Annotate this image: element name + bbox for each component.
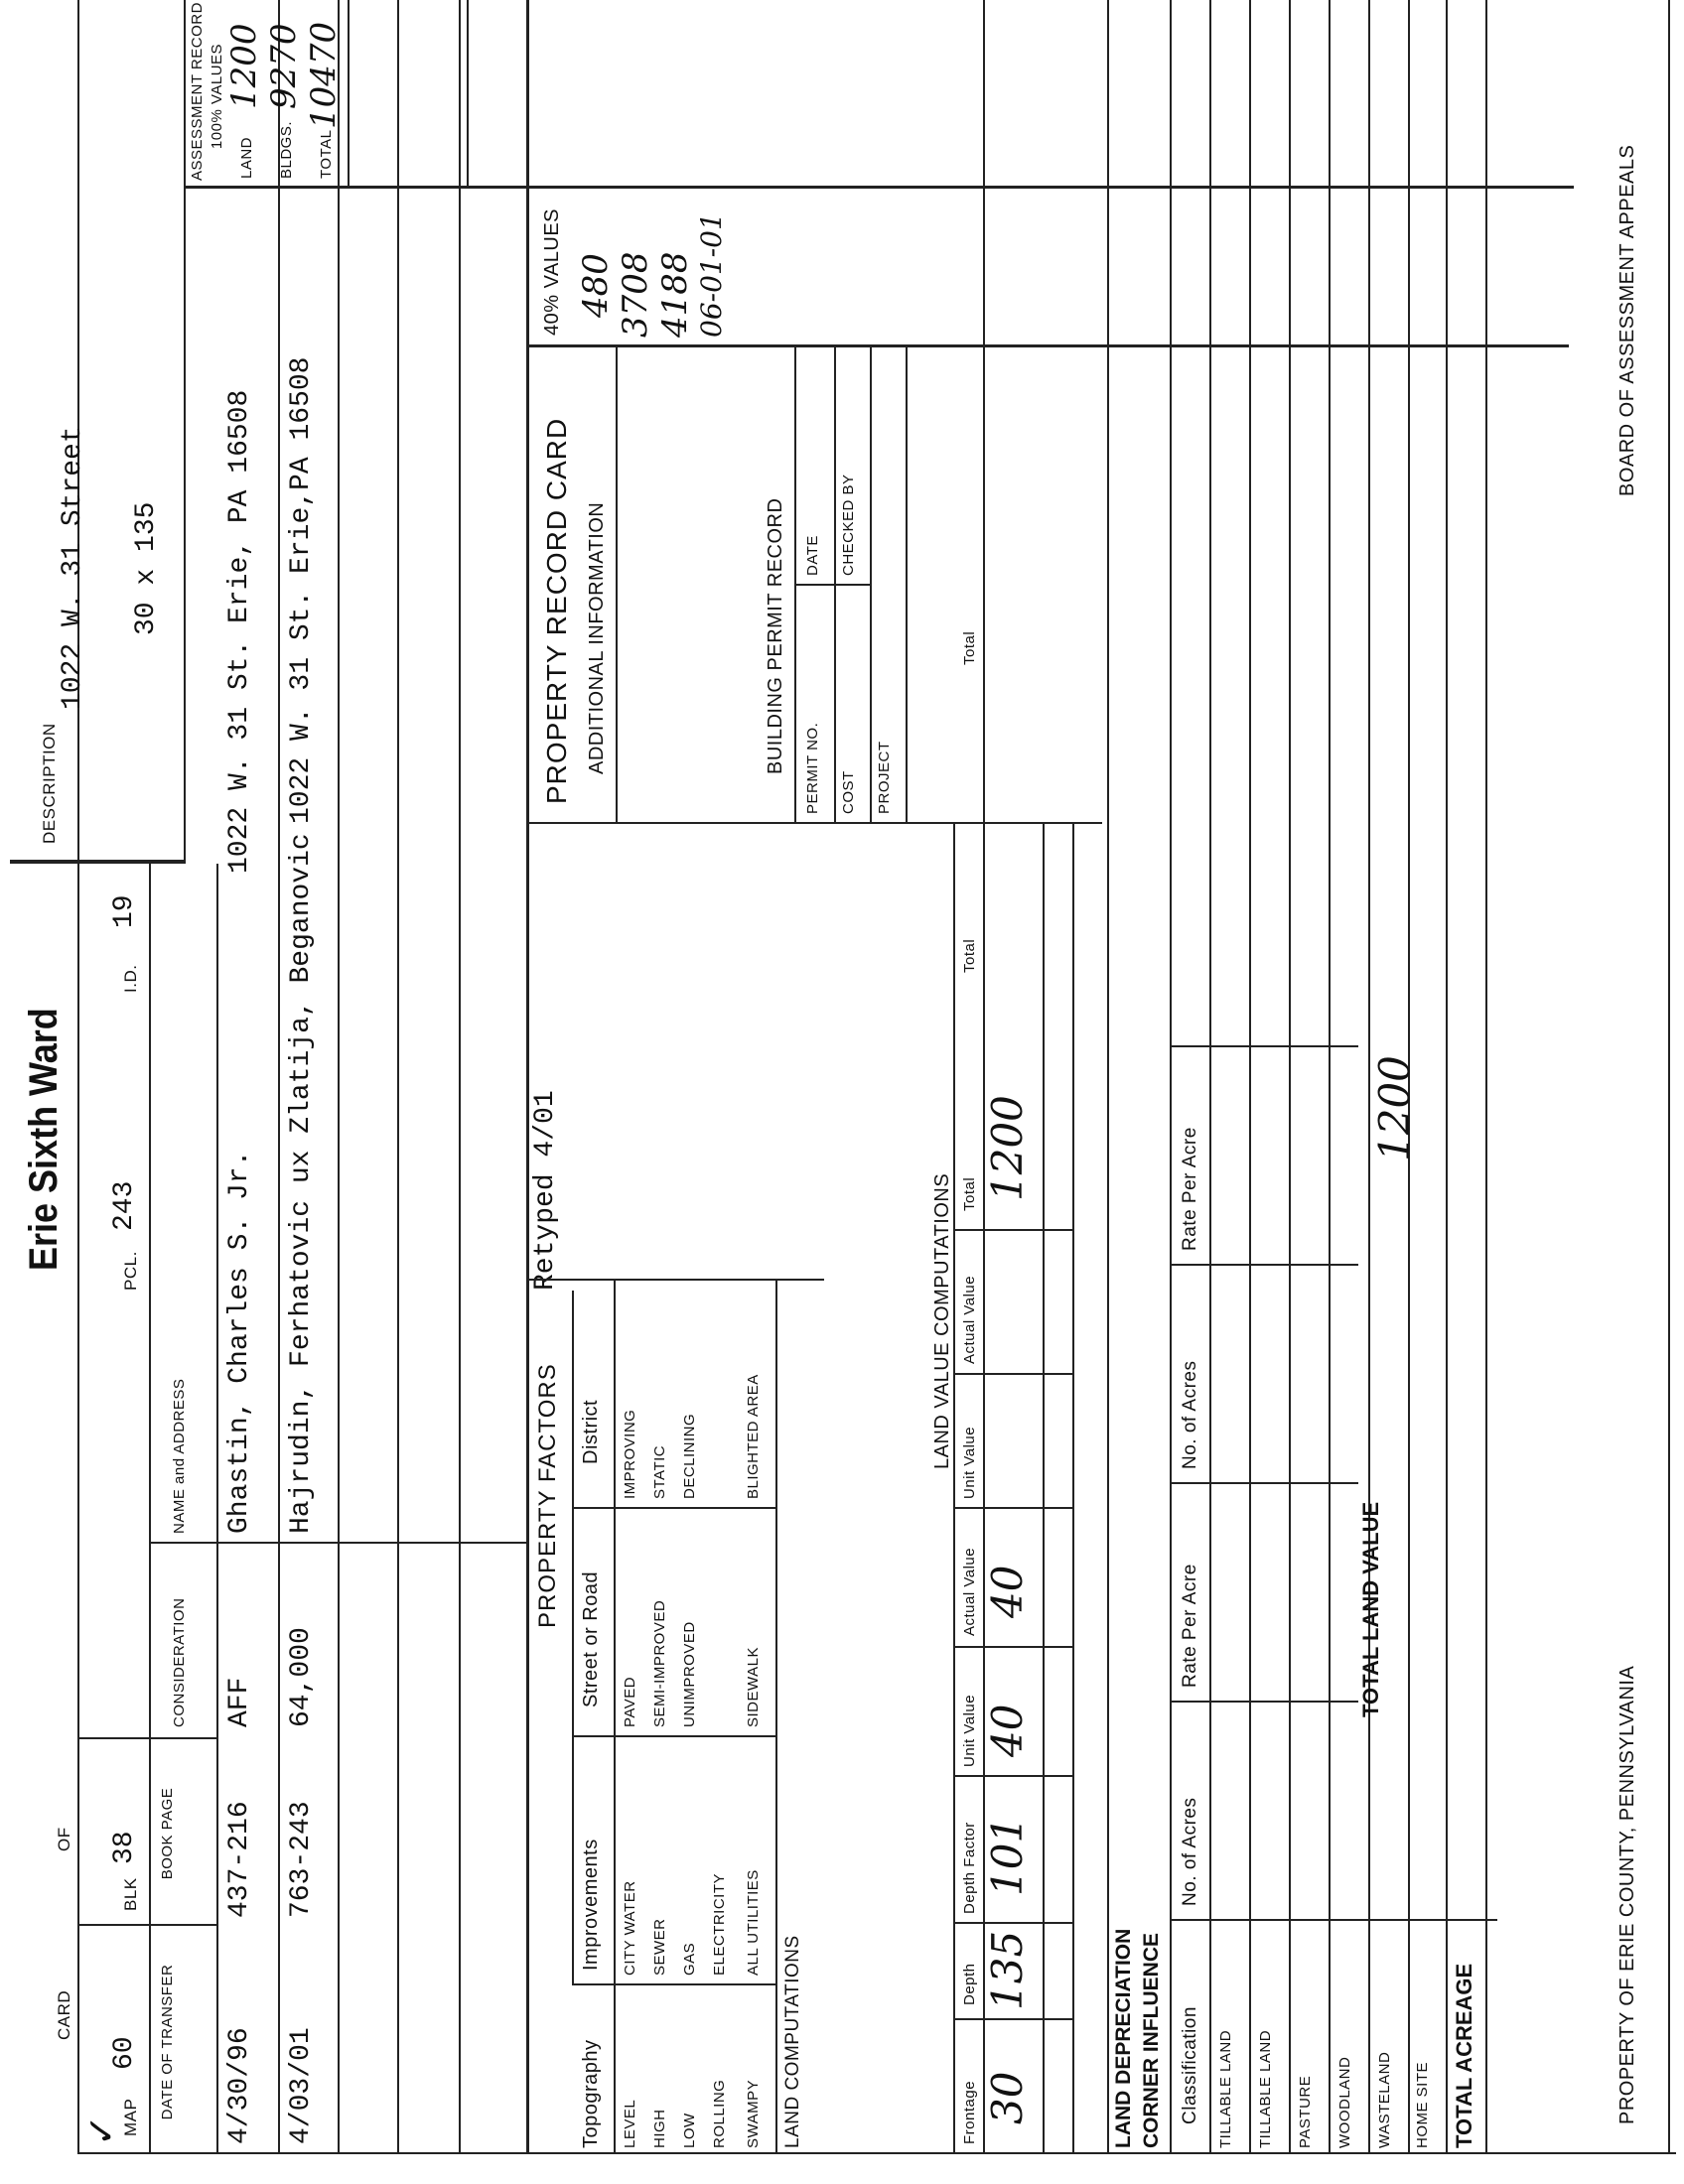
pcl-value: 243 <box>109 1180 140 1231</box>
pf-col-district: District <box>580 1399 602 1464</box>
total-land-value: 1200 <box>1370 1055 1419 1161</box>
lvc-depth-value: 135 <box>983 1930 1032 2010</box>
ld-top-line <box>1107 0 1109 2154</box>
retyped-note: Retyped 4/01 <box>530 1090 561 1291</box>
pf-col-street: Street or Road <box>580 1570 602 1707</box>
lvc-col-actual-value-2: Actual Value <box>961 1275 978 1364</box>
land-computations-title: LAND COMPUTATIONS <box>782 1935 803 2148</box>
permit-cost-label: COST <box>840 770 857 814</box>
blk-label: BLK <box>121 1877 140 1911</box>
ward-title: Erie Sixth Ward <box>22 1008 66 1271</box>
street-paved: PAVED <box>622 1676 638 1727</box>
assessment-title: ASSESSMENT RECORD <box>189 2 206 181</box>
description-label: DESCRIPTION <box>40 723 59 844</box>
ld-row-home-site: HOME SITE <box>1414 2061 1431 2148</box>
lvc-row-line <box>1043 824 1045 2154</box>
transfer-1-consideration: AFF <box>224 1677 255 1727</box>
lvc-col-line <box>953 1775 1072 1777</box>
transfer-2-name: Hajrudin, Ferhatovic ux Zlatija, Beganovic <box>286 833 317 1534</box>
permit-checked-label: CHECKED BY <box>840 474 857 576</box>
assessment-bldgs-label: BLDGS. <box>278 120 295 179</box>
permit-row-line <box>870 347 872 824</box>
ld-row-woodland: WOODLAND <box>1336 2056 1353 2148</box>
transfer-2-consideration: 64,000 <box>286 1627 317 1727</box>
lvc-col-total-2: Total <box>961 938 978 973</box>
transfer-1-address: 1022 W. 31 St. Erie, PA 16508 <box>224 389 255 874</box>
values-40-land: 480 <box>576 253 616 318</box>
of-label: OF <box>55 1827 73 1851</box>
transfer-1-name: Ghastin, Charles S. Jr. <box>224 1150 255 1534</box>
frame-top <box>77 0 79 2154</box>
lvc-col-unit-value-2: Unit Value <box>961 1426 978 1499</box>
assessment-row-line <box>348 0 350 189</box>
improvement-electricity: ELECTRICITY <box>711 1872 728 1976</box>
prc-title: PROPERTY RECORD CARD <box>541 417 572 804</box>
pf-col-line <box>572 1507 775 1509</box>
property-factors-title: PROPERTY FACTORS <box>534 1363 561 1628</box>
permit-row-line <box>834 347 836 824</box>
lvc-col-line <box>953 2018 1072 2020</box>
improvement-gas: GAS <box>681 1942 698 1976</box>
ld-row-pasture: PASTURE <box>1297 2075 1314 2148</box>
pf-col-line <box>572 1735 775 1737</box>
ld-row-tillable-2: TILLABLE LAND <box>1257 2029 1274 2148</box>
land-depreciation-title: LAND DEPRECIATION <box>1112 1928 1135 2148</box>
pf-col-topography: Topography <box>580 2039 602 2148</box>
lvc-col-total-3: Total <box>961 630 978 665</box>
topography-low: LOW <box>681 2113 698 2148</box>
ld-row-line <box>1249 0 1251 2154</box>
lvc-actual-value: 40 <box>983 1565 1032 1618</box>
total-land-value-label: TOTAL LAND VALUE <box>1358 1501 1383 1717</box>
col-header-date: DATE OF TRANSFER <box>159 1964 176 2120</box>
ld-row-line <box>1446 0 1448 2154</box>
permit-line <box>794 347 796 824</box>
topography-rolling: ROLLING <box>711 2079 728 2148</box>
street-unimproved: UNIMPROVED <box>681 1621 698 1727</box>
lvc-unit-value: 40 <box>983 1704 1032 1757</box>
values-40-label: 40% VALUES <box>541 207 563 336</box>
corner-influence-title: CORNER INFLUENCE <box>1140 1932 1163 2148</box>
lvc-col-line <box>953 1646 1072 1648</box>
lvc-col-line <box>953 1373 1072 1375</box>
transfer-2-address: 1022 W. 31 St. Erie,PA 16508 <box>286 356 317 824</box>
topography-high: HIGH <box>651 2109 668 2148</box>
card-label: CARD <box>55 1989 73 2040</box>
ld-row-line <box>1289 0 1291 2154</box>
lvc-row-line <box>1072 824 1074 2154</box>
lvc-col-line <box>953 1922 1072 1924</box>
lvc-col-frontage: Frontage <box>961 2080 978 2144</box>
prc-line <box>616 347 618 824</box>
ld-col-acres: No. of Acres <box>1180 1797 1200 1906</box>
ld-col-acres-2: No. of Acres <box>1180 1360 1200 1469</box>
pf-header-line <box>614 1281 616 2154</box>
improvement-sewer: SEWER <box>651 1918 668 1976</box>
permit-date-label: DATE <box>804 535 821 576</box>
id-value: 19 <box>109 894 140 928</box>
improvement-city-water: CITY WATER <box>622 1880 638 1976</box>
handwritten-check: ✓ <box>81 2115 123 2146</box>
pf-col-improvements: Improvements <box>580 1839 602 1971</box>
ld-col-rate: Rate Per Acre <box>1180 1564 1200 1688</box>
transfer-row-line <box>459 0 461 2154</box>
ld-row-tillable-1: TILLABLE LAND <box>1217 2029 1234 2148</box>
assessment-bldgs-value: 9270 <box>264 23 304 109</box>
transfer-row-line <box>397 0 399 2154</box>
topography-swampy: SWAMPY <box>745 2079 762 2148</box>
header-col-line <box>77 1924 216 1926</box>
frame-bottom <box>1668 0 1670 2154</box>
blk-value: 38 <box>109 1831 140 1864</box>
permit-no-label: PERMIT NO. <box>804 722 821 814</box>
transfer-header-line <box>216 864 218 2154</box>
header-divider <box>149 864 151 2154</box>
lvc-col-depth-factor: Depth Factor <box>961 1822 978 1914</box>
values-40-total: 4188 <box>655 251 695 338</box>
assessment-subtitle: 100% VALUES <box>209 43 225 150</box>
assessment-total-label: TOTAL <box>318 129 335 179</box>
lvc-title-line <box>953 824 955 2154</box>
lvc-col-depth: Depth <box>961 1963 978 2005</box>
permit-title: BUILDING PERMIT RECORD <box>765 497 786 774</box>
pf-bottom-line <box>775 1281 777 2154</box>
assessment-left-line <box>184 186 1574 189</box>
ld-col-line <box>1170 1919 1497 1921</box>
map-value: 60 <box>109 2036 140 2070</box>
ld-title-line <box>1170 0 1172 2154</box>
transfer-1-date: 4/30/96 <box>224 2027 255 2144</box>
additional-info: ADDITIONAL INFORMATION <box>586 501 608 774</box>
description-underline <box>184 0 186 864</box>
lvc-col-line <box>953 1229 1072 1231</box>
assessment-row-line <box>467 0 469 189</box>
id-label: I.D. <box>121 964 140 993</box>
header-col-line <box>77 1737 216 1739</box>
lvc-col-total: Total <box>961 1176 978 1211</box>
permit-project-label: PROJECT <box>876 741 893 814</box>
description-address: 1022 W. 31 Street <box>58 426 88 710</box>
col-header-book: BOOK PAGE <box>159 1787 176 1880</box>
ld-row-wasteland: WASTELAND <box>1376 2051 1393 2148</box>
street-sidewalk: SIDEWALK <box>745 1647 762 1727</box>
pf-title-line <box>572 1291 574 1985</box>
col-header-consideration: CONSIDERATION <box>171 1597 188 1727</box>
lvc-frontage-value: 30 <box>983 2071 1032 2124</box>
transfer-row-line <box>278 0 280 2154</box>
transfer-row-line <box>338 0 340 2154</box>
transfer-table-bottom <box>526 0 529 2154</box>
lvc-col-actual-value: Actual Value <box>961 1547 978 1636</box>
assessment-land-label: LAND <box>238 136 255 179</box>
ld-row-line <box>1485 0 1487 2154</box>
footer-left: PROPERTY OF ERIE COUNTY, PENNSYLVANIA <box>1616 1665 1638 2124</box>
ld-row-line <box>1329 0 1331 2154</box>
lvc-depth-factor-value: 101 <box>983 1816 1032 1896</box>
pcl-label: PCL. <box>121 1251 140 1291</box>
ld-header-line <box>1209 0 1211 2154</box>
lvc-title: LAND VALUE COMPUTATIONS <box>931 1172 953 1469</box>
prc-left-line <box>526 822 1102 824</box>
total-acreage-label: TOTAL ACREAGE <box>1452 1963 1476 2148</box>
pf-right-line <box>526 1279 824 1281</box>
district-blighted-area: BLIGHTED AREA <box>745 1374 762 1499</box>
assessment-total-value: 10470 <box>304 21 344 129</box>
district-static: STATIC <box>651 1444 668 1499</box>
transfer-2-date: 4/03/01 <box>286 2027 317 2144</box>
col-header-name: NAME and ADDRESS <box>171 1378 188 1534</box>
values-left-line <box>526 344 1569 347</box>
values-40-bldgs: 3708 <box>616 251 655 338</box>
description-divider <box>10 860 184 864</box>
map-label: MAP <box>121 2098 140 2136</box>
ld-col-classification: Classification <box>1180 2006 1200 2124</box>
footer-right: BOARD OF ASSESSMENT APPEALS <box>1616 144 1638 496</box>
improvement-all-utilities: ALL UTILITIES <box>745 1869 762 1976</box>
ld-col-rate-2: Rate Per Acre <box>1180 1127 1200 1251</box>
topography-level: LEVEL <box>622 2099 638 2148</box>
transfer-1-book: 437-216 <box>224 1801 255 1918</box>
lvc-col-unit-value: Unit Value <box>961 1694 978 1767</box>
values-40-date-note: 06-01-01 <box>695 212 728 338</box>
permit-row-line <box>906 347 908 824</box>
street-semi-improved: SEMI-IMPROVED <box>651 1599 668 1727</box>
district-improving: IMPROVING <box>622 1409 638 1499</box>
pf-col-line <box>572 1983 775 1985</box>
transfer-2-book: 763-243 <box>286 1801 317 1918</box>
lvc-total-value: 1200 <box>983 1095 1032 1201</box>
description-dims: 30 x 135 <box>131 501 162 635</box>
frame-left <box>77 2152 1676 2154</box>
lvc-col-line <box>953 1507 1072 1509</box>
district-declining: DECLINING <box>681 1413 698 1499</box>
assessment-land-value: 1200 <box>224 23 264 109</box>
permit-col-line <box>794 584 870 586</box>
